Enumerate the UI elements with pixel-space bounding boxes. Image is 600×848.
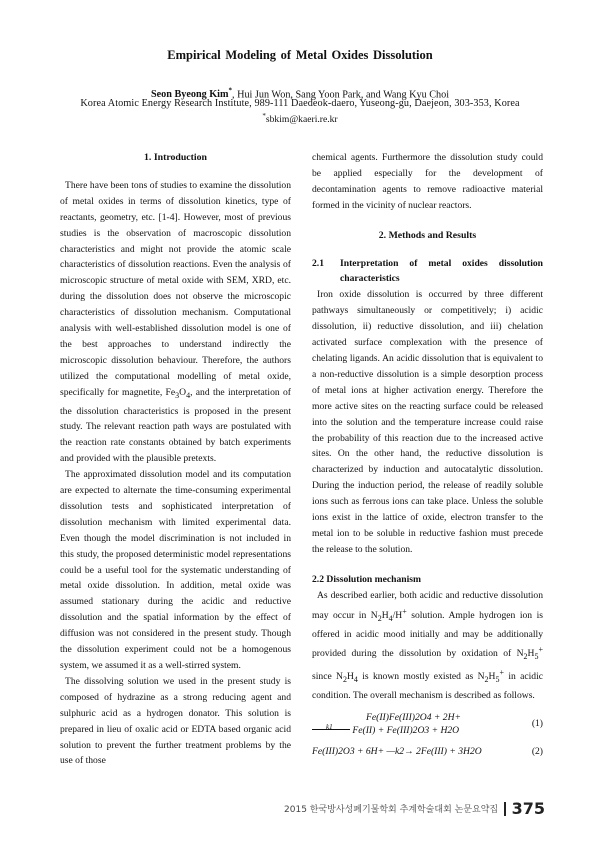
section-2-1-paragraph: Iron oxide dissolution is occurred by three different pathways simultaneously or competitively; i) acidic dissolution, ii) reductive dissolution, and iii) chelation activated surface complexation with the presence of chelating ligands. An acidic dissolution that is equivalent to a non-reductive dissolution is a simple desorption process of metal ions at higher activation energy. Therefore the more active sites on the reacting surface could be released into the solution and the temperature increase could raise the probability of this reaction due to the increased active sites. On the other hand, the reductive dissolution is characterized by induction and autocatalytic dissolution. During the induction period, the release of readily soluble ions such as ferrous ions can take place. Unless the soluble ions exist in the lattice of oxide, electron transfer to the metal ion to be soluble in reductive fashion must precede the release to the solution.: [312, 289, 543, 555]
co-authors: , Hui Jun Won, Sang Yoon Park, and Wang Kyu Choi: [232, 89, 450, 101]
page-number: 375: [511, 799, 545, 818]
section-heading-introduction: 1. Introduction: [144, 152, 207, 163]
footer-proceedings-title: 2015 한국방사성폐기물학회 추계학술대회 논문요약집: [284, 805, 499, 815]
page-footer: [284, 799, 545, 818]
right-column: [312, 150, 543, 766]
subsection-heading-2-1: 2.1 Interpretation of metal oxides dissolution characteristics: [312, 257, 543, 285]
section-2-2-paragraph: As described earlier, both acidic and reductive dissolution may occur in $N_2H_4/H^+$ solution. Ample hydrogen ion is offered in acidic mood initially and may be additionally provided during the dissolution by oxidation of $N_2H_5^+$ since $N_2H_4$ is known mostly existed as $N_2H_5^+$ in acidic condition. The overall mechanism is described as follows.: [312, 589, 543, 702]
equation-1: [312, 710, 543, 744]
affiliation: Korea Atomic Energy Research Institute, 989-111 Daedeok-daero, Yuseong-gu, Daejeon, 303-353, Korea: [80, 98, 520, 109]
intro-paragraph-1: There have been tons of studies to examine the dissolution of metal oxides in terms of dissolution kinetics, type of reactants, geometry, etc. [1-4]. However, most of previous studies is the observation of macroscopic dissolution characteristics and might not provide the atomic scale characteristics of dissolution reactions. Even the analysis of microscopic structure of metal oxide with SEM, XRD, etc. during the dissolution does not observe the microscopic characteristics of dissolution mechanism. Computational analysis with well-established dissolution model is one of the best approaches to understand indirectly the microscopic dissolution behaviour. Therefore, the authors utilized the computational modelling of metal oxide, specifically for magnetite, $Fe_3O_4$, and the interpretation of the dissolution characteristics is proposed in the present study. The relevant reaction path ways are postulated with the reaction rate constants obtained by batch experiments and provided with the plausible pretexts.: [60, 179, 291, 465]
email-line: *sbkim@kaeri.re.kr: [262, 112, 338, 126]
subsection-heading-2-2: 2.2 Dissolution mechanism: [312, 573, 422, 585]
section-heading-methods: 2. Methods and Results: [378, 229, 477, 241]
corresponding-author: Seon Byeong Kim*: [150, 87, 232, 101]
intro-paragraph-2: The approximated dissolution model and its computation are expected to alternate the time-consuming experimental dissolution tests and sophisticated interpretation of dissolution mechanism with limited experimental data. Even though the model discrimination is not included in this study, the proposed deterministic model representations could be a useful tool for the systematic understanding of metal oxide dissolution. In addition, metal oxide was assumed stationary during the acidic and reductive dissolution and the spatial information by the effect of diffusion was not considered in the present study. Though the dissolution experiment could not be a homogenous system, we assumed it as a well-stirred system.: [60, 469, 291, 671]
equation-1-number: (1): [531, 718, 543, 730]
equation-2: Fe(III)2O3 + 6H+ —k2→ 2Fe(III) + 3H2O (2): [312, 744, 543, 766]
left-column: [60, 150, 291, 769]
email: sbkim@kaeri.re.kr: [265, 114, 338, 126]
paper-title: Empirical Modeling of Metal Oxides Dissolution: [167, 48, 433, 62]
equation-2-number: (2): [531, 746, 543, 758]
equation-1-products: k1 Fe(II) + Fe(III)2O3 + H2O: [312, 723, 459, 739]
footer-divider: [504, 802, 506, 816]
intro-paragraph-continued: chemical agents. Furthermore the dissolution study could be applied especially for the development of decontamination agents to remove radioactive material formed in the vicinity of nuclear reactors.: [312, 152, 543, 211]
equation-1-reactants: Fe(II)Fe(III)2O4 + 2H+: [366, 712, 461, 724]
intro-paragraph-3: The dissolving solution we used in the present study is composed of hydrazine as a strong reducing agent and sulphuric acid as a hydrogen donator. This solution is prepared in lieu of oxalic acid or EDTA based organic acid solution to prevent the further treatment problems by the use of those: [60, 675, 291, 767]
